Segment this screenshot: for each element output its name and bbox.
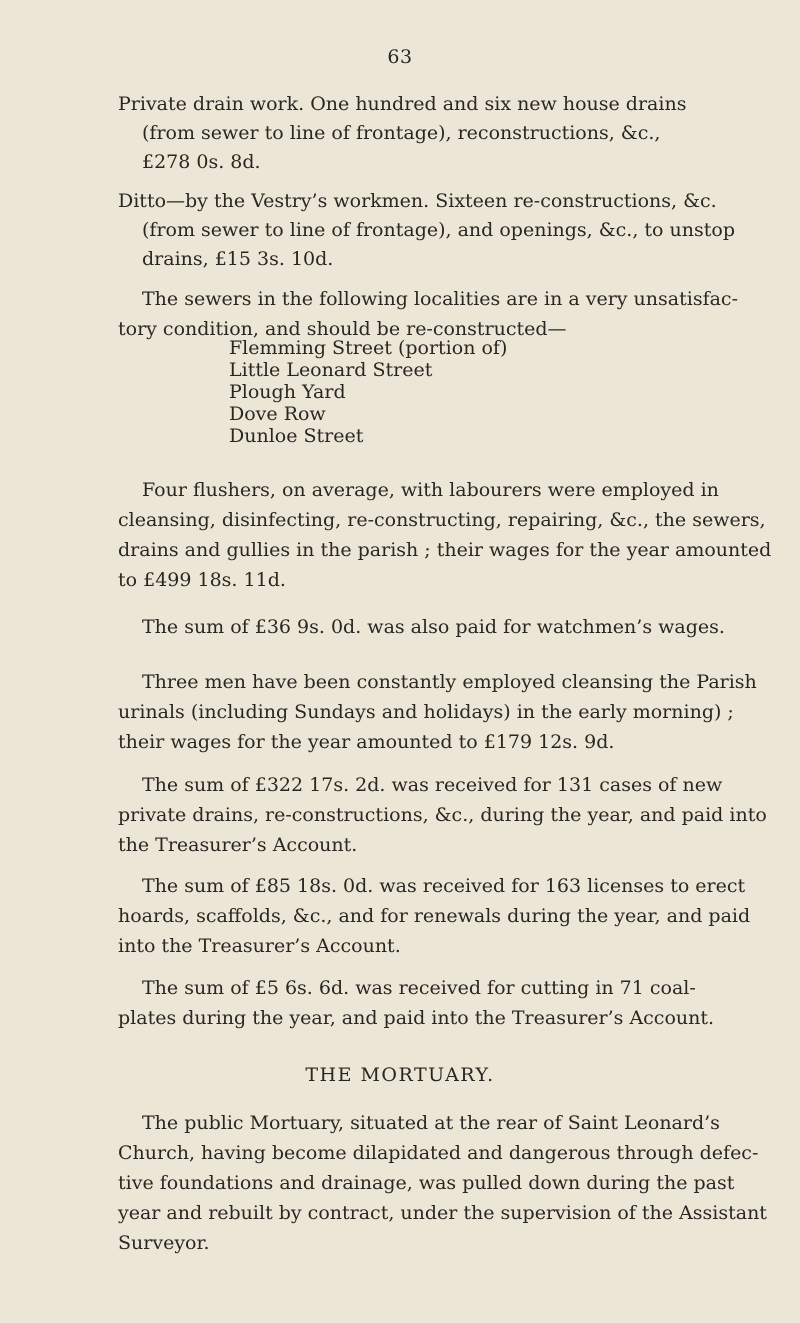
text-line: £278 0s. 8d. xyxy=(142,151,261,173)
text-line: The sewers in the following localities are in a very unsatisfac- xyxy=(142,288,738,310)
list-item: Dunloe Street xyxy=(229,425,364,447)
text-line: hoards, scaffolds, &c., and for renewals during the year, and paid xyxy=(118,905,751,927)
text-line: cleansing, disinfecting, re-constructing, repairing, &c., the sewers, xyxy=(118,509,766,531)
text-line: The sum of £5 6s. 6d. was received for cutting in 71 coal- xyxy=(142,977,696,999)
text-line: Church, having become dilapidated and dangerous through defec- xyxy=(118,1142,759,1164)
paragraph-private-drains-received xyxy=(118,770,767,860)
text-line: urinals (including Sundays and holidays) in the early morning) ; xyxy=(118,701,734,723)
paragraph-private-drain-work xyxy=(118,90,688,177)
text-line: private drains, re-constructions, &c., during the year, and paid into xyxy=(118,804,767,826)
text-line: Surveyor. xyxy=(118,1232,210,1254)
text-line: year and rebuilt by contract, under the supervision of the Assistant xyxy=(118,1202,767,1224)
text-line: Four flushers, on average, with labourers were employed in xyxy=(142,479,719,501)
page-number: 63 xyxy=(387,46,413,68)
paragraph-flushers xyxy=(118,475,772,595)
list-item: Flemming Street (portion of) xyxy=(229,337,508,359)
localities-list xyxy=(229,337,507,447)
text-line: their wages for the year amounted to £179 12s. 9d. xyxy=(118,731,615,753)
text-line: tive foundations and drainage, was pulled down during the past xyxy=(118,1172,735,1194)
list-item: Plough Yard xyxy=(229,381,346,403)
text-line: The sum of £36 9s. 0d. was also paid for watchmen’s wages. xyxy=(142,616,725,638)
text-line: into the Treasurer’s Account. xyxy=(118,935,401,957)
list-item: Little Leonard Street xyxy=(229,359,433,381)
paragraph-vestry-workmen xyxy=(118,187,735,274)
paragraph-urinals xyxy=(118,667,757,757)
text-line: Three men have been constantly employed cleansing the Parish xyxy=(142,671,757,693)
text-line: The public Mortuary, situated at the rear of Saint Leonard’s xyxy=(142,1112,720,1134)
paragraph-mortuary xyxy=(118,1108,767,1258)
paragraph-watchmen xyxy=(118,612,725,642)
text-line: (from sewer to line of frontage), reconstructions, &c., xyxy=(142,122,661,144)
mortuary-heading: THE MORTUARY. xyxy=(305,1064,495,1086)
list-item: Dove Row xyxy=(229,403,326,425)
text-line: drains and gullies in the parish ; their wages for the year amounted xyxy=(118,539,772,561)
text-line: The sum of £322 17s. 2d. was received for 131 cases of new xyxy=(142,774,723,796)
text-line: drains, £15 3s. 10d. xyxy=(142,248,334,270)
paragraph-sewers-intro xyxy=(118,284,738,344)
text-line: (from sewer to line of frontage), and openings, &c., to unstop xyxy=(142,219,735,241)
text-line: The sum of £85 18s. 0d. was received for 163 licenses to erect xyxy=(142,875,746,897)
text-line: tory condition, and should be re-constructed— xyxy=(118,318,567,340)
text-line: plates during the year, and paid into the Treasurer’s Account. xyxy=(118,1007,715,1029)
paragraph-coal-plates xyxy=(118,973,715,1033)
text-line: the Treasurer’s Account. xyxy=(118,834,358,856)
text-line: Private drain work. One hundred and six new house drains xyxy=(118,93,687,115)
paragraph-licenses xyxy=(118,871,751,961)
text-line: Ditto—by the Vestry’s workmen. Sixteen re-constructions, &c. xyxy=(118,190,717,212)
text-line: to £499 18s. 11d. xyxy=(118,569,286,591)
